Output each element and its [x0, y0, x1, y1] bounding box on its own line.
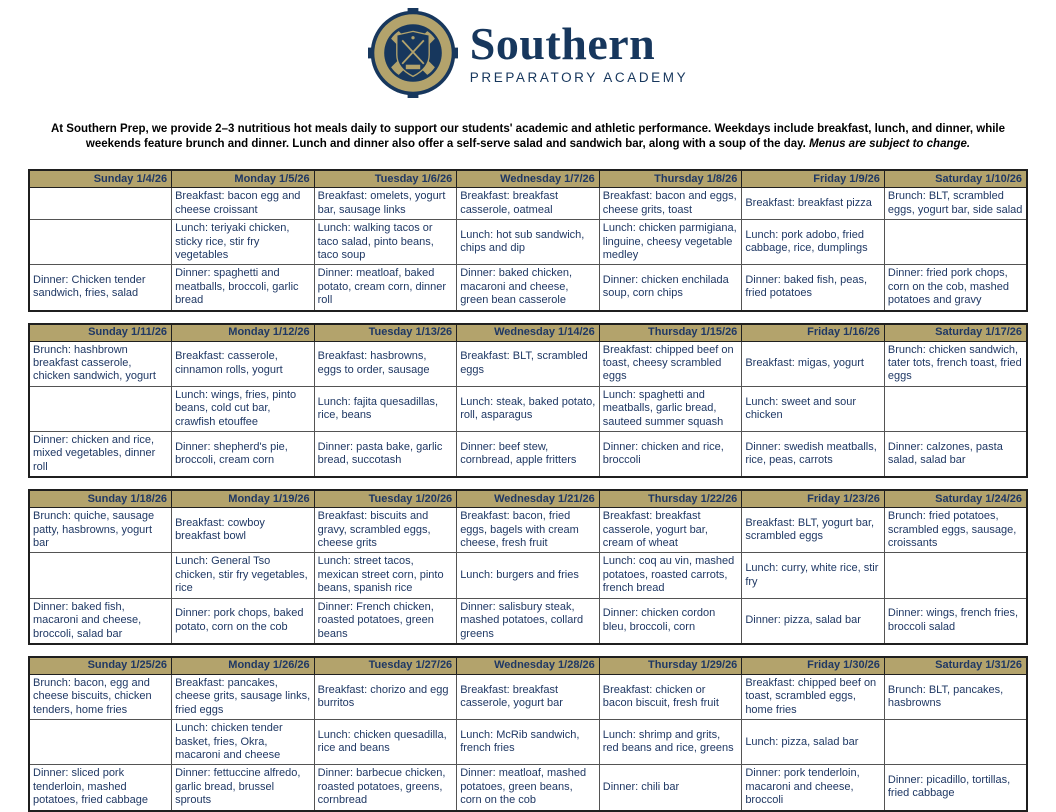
meal-cell: Lunch: wings, fries, pinto beans, cold cut bar, crawfish etouffee — [172, 386, 315, 431]
meal-cell: Dinner: pork chops, baked potato, corn on the cob — [172, 598, 315, 644]
school-crest-icon — [368, 8, 458, 98]
meal-cell: Brunch: BLT, pancakes, hasbrowns — [884, 674, 1027, 719]
meal-cell: Breakfast: BLT, yogurt bar, scrambled eggs — [742, 508, 885, 553]
day-header: Friday 1/16/26 — [742, 324, 885, 342]
meal-cell — [884, 720, 1027, 765]
meal-cell: Dinner: beef stew, cornbread, apple fritters — [457, 432, 600, 478]
menu-week-table — [28, 323, 1028, 479]
meal-cell: Breakfast: chipped beef on toast, scrambled eggs, home fries — [742, 674, 885, 719]
meal-cell: Dinner: chicken enchilada soup, corn chips — [599, 265, 742, 311]
meal-cell: Lunch: McRib sandwich, french fries — [457, 720, 600, 765]
meal-cell: Dinner: baked fish, peas, fried potatoes — [742, 265, 885, 311]
day-header: Wednesday 1/28/26 — [457, 657, 600, 675]
meal-cell: Breakfast: chorizo and egg burritos — [314, 674, 457, 719]
day-header: Sunday 1/18/26 — [29, 490, 172, 508]
meal-cell: Lunch: street tacos, mexican street corn, pinto beans, spanish rice — [314, 553, 457, 598]
meal-cell: Lunch: fajita quesadillas, rice, beans — [314, 386, 457, 431]
day-header: Sunday 1/11/26 — [29, 324, 172, 342]
day-header: Monday 1/12/26 — [172, 324, 315, 342]
meal-cell: Dinner: picadillo, tortillas, fried cabbage — [884, 765, 1027, 811]
meal-cell: Lunch: General Tso chicken, stir fry vegetables, rice — [172, 553, 315, 598]
day-header: Saturday 1/17/26 — [884, 324, 1027, 342]
day-header: Tuesday 1/20/26 — [314, 490, 457, 508]
day-header: Saturday 1/31/26 — [884, 657, 1027, 675]
meal-cell: Dinner: spaghetti and meatballs, broccoli, garlic bread — [172, 265, 315, 311]
meal-cell: Dinner: barbecue chicken, roasted potatoes, greens, cornbread — [314, 765, 457, 811]
meal-cell: Dinner: calzones, pasta salad, salad bar — [884, 432, 1027, 478]
meal-cell: Dinner: wings, french fries, broccoli salad — [884, 598, 1027, 644]
meal-cell: Breakfast: casserole, cinnamon rolls, yogurt — [172, 341, 315, 386]
meal-cell: Brunch: bacon, egg and cheese biscuits, chicken tenders, home fries — [29, 674, 172, 719]
meal-cell: Breakfast: pancakes, cheese grits, sausage links, fried eggs — [172, 674, 315, 719]
school-subtitle: PREPARATORY ACADEMY — [469, 70, 689, 85]
meal-cell: Lunch: pork adobo, fried cabbage, rice, dumplings — [742, 220, 885, 265]
wordmark — [469, 18, 689, 85]
meal-cell: Breakfast: bacon egg and cheese croissant — [172, 188, 315, 220]
meal-cell: Breakfast: chipped beef on toast, cheesy scrambled eggs — [599, 341, 742, 386]
meal-cell: Dinner: Chicken tender sandwich, fries, salad — [29, 265, 172, 311]
menu-tables — [28, 169, 1028, 811]
meal-cell: Dinner: fried pork chops, corn on the cob, mashed potatoes and gravy — [884, 265, 1027, 311]
meal-cell: Lunch: curry, white rice, stir fry — [742, 553, 885, 598]
meal-cell — [884, 553, 1027, 598]
meal-cell: Lunch: walking tacos or taco salad, pinto beans, taco soup — [314, 220, 457, 265]
meal-cell: Brunch: chicken sandwich, tater tots, french toast, fried eggs — [884, 341, 1027, 386]
day-header: Friday 1/23/26 — [742, 490, 885, 508]
meal-cell: Lunch: coq au vin, mashed potatoes, roasted carrots, french bread — [599, 553, 742, 598]
day-header: Tuesday 1/27/26 — [314, 657, 457, 675]
meal-cell: Dinner: pasta bake, garlic bread, succotash — [314, 432, 457, 478]
school-name: Southern — [469, 18, 656, 69]
meal-cell — [29, 188, 172, 220]
day-header: Saturday 1/24/26 — [884, 490, 1027, 508]
day-header: Thursday 1/29/26 — [599, 657, 742, 675]
day-header: Friday 1/9/26 — [742, 170, 885, 188]
meal-cell: Lunch: chicken parmigiana, linguine, cheesy vegetable medley — [599, 220, 742, 265]
meal-cell: Brunch: quiche, sausage patty, hasbrowns, yogurt bar — [29, 508, 172, 553]
day-header: Friday 1/30/26 — [742, 657, 885, 675]
meal-cell: Brunch: fried potatoes, scrambled eggs, sausage, croissants — [884, 508, 1027, 553]
meal-cell: Breakfast: hasbrowns, eggs to order, sausage — [314, 341, 457, 386]
day-header: Thursday 1/15/26 — [599, 324, 742, 342]
day-header: Sunday 1/4/26 — [29, 170, 172, 188]
day-header: Wednesday 1/7/26 — [457, 170, 600, 188]
meal-cell: Lunch: spaghetti and meatballs, garlic bread, sauteed summer squash — [599, 386, 742, 431]
day-header: Saturday 1/10/26 — [884, 170, 1027, 188]
meal-cell: Breakfast: biscuits and gravy, scrambled eggs, cheese grits — [314, 508, 457, 553]
meal-cell: Dinner: fettuccine alfredo, garlic bread, brussel sprouts — [172, 765, 315, 811]
meal-cell — [29, 220, 172, 265]
day-header: Thursday 1/8/26 — [599, 170, 742, 188]
meal-cell — [884, 386, 1027, 431]
meal-cell: Dinner: pizza, salad bar — [742, 598, 885, 644]
meal-cell: Breakfast: bacon and eggs, cheese grits, toast — [599, 188, 742, 220]
meal-cell: Dinner: pork tenderloin, macaroni and cheese, broccoli — [742, 765, 885, 811]
meal-cell: Dinner: chicken cordon bleu, broccoli, corn — [599, 598, 742, 644]
meal-cell: Dinner: salisbury steak, mashed potatoes, collard greens — [457, 598, 600, 644]
meal-cell: Dinner: baked fish, macaroni and cheese, broccoli, salad bar — [29, 598, 172, 644]
day-header: Thursday 1/22/26 — [599, 490, 742, 508]
meal-cell: Lunch: chicken tender basket, fries, Okra, macaroni and cheese — [172, 720, 315, 765]
day-header: Monday 1/19/26 — [172, 490, 315, 508]
meal-cell: Dinner: shepherd's pie, broccoli, cream corn — [172, 432, 315, 478]
meal-cell: Dinner: chicken and rice, mixed vegetables, dinner roll — [29, 432, 172, 478]
meal-cell — [29, 720, 172, 765]
meal-cell: Breakfast: breakfast casserole, yogurt bar — [457, 674, 600, 719]
meal-cell — [884, 220, 1027, 265]
day-header: Wednesday 1/14/26 — [457, 324, 600, 342]
meal-cell: Brunch: hashbrown breakfast casserole, chicken sandwich, yogurt — [29, 341, 172, 386]
meal-cell: Breakfast: migas, yogurt — [742, 341, 885, 386]
intro-italic-note: Menus are subject to change. — [809, 138, 971, 151]
day-header: Tuesday 1/6/26 — [314, 170, 457, 188]
meal-cell: Brunch: BLT, scrambled eggs, yogurt bar, side salad — [884, 188, 1027, 220]
meal-cell: Dinner: baked chicken, macaroni and cheese, green bean casserole — [457, 265, 600, 311]
day-header: Wednesday 1/21/26 — [457, 490, 600, 508]
meal-cell: Lunch: steak, baked potato, roll, asparagus — [457, 386, 600, 431]
meal-cell: Lunch: shrimp and grits, red beans and rice, greens — [599, 720, 742, 765]
meal-cell: Breakfast: cowboy breakfast bowl — [172, 508, 315, 553]
meal-cell: Breakfast: chicken or bacon biscuit, fresh fruit — [599, 674, 742, 719]
meal-cell: Breakfast: BLT, scrambled eggs — [457, 341, 600, 386]
day-header: Monday 1/26/26 — [172, 657, 315, 675]
meal-cell: Lunch: sweet and sour chicken — [742, 386, 885, 431]
day-header: Monday 1/5/26 — [172, 170, 315, 188]
day-header: Sunday 1/25/26 — [29, 657, 172, 675]
menu-week-table — [28, 656, 1028, 812]
meal-cell: Dinner: French chicken, roasted potatoes, green beans — [314, 598, 457, 644]
meal-cell: Breakfast: omelets, yogurt bar, sausage links — [314, 188, 457, 220]
meal-cell — [29, 386, 172, 431]
meal-cell: Dinner: swedish meatballs, rice, peas, carrots — [742, 432, 885, 478]
meal-cell: Lunch: chicken quesadilla, rice and beans — [314, 720, 457, 765]
meal-cell — [29, 553, 172, 598]
day-header: Tuesday 1/13/26 — [314, 324, 457, 342]
meal-cell: Dinner: meatloaf, baked potato, cream corn, dinner roll — [314, 265, 457, 311]
meal-cell: Breakfast: bacon, fried eggs, bagels with cream cheese, fresh fruit — [457, 508, 600, 553]
meal-cell: Dinner: chili bar — [599, 765, 742, 811]
meal-cell: Breakfast: breakfast casserole, oatmeal — [457, 188, 600, 220]
meal-cell: Dinner: sliced pork tenderloin, mashed potatoes, fried cabbage — [29, 765, 172, 811]
meal-cell: Dinner: chicken and rice, broccoli — [599, 432, 742, 478]
meal-cell: Dinner: meatloaf, mashed potatoes, green beans, corn on the cob — [457, 765, 600, 811]
intro-text: At Southern Prep, we provide 2–3 nutritious hot meals daily to support our students' academic and athletic performance. Weekdays include breakfast, lunch, and dinner, while weekends feature brunch and dinner. Lunch and dinner also offer a self-serve salad and sandwich bar, along with a soup of the day. — [50, 123, 1006, 151]
meal-cell: Lunch: hot sub sandwich, chips and dip — [457, 220, 600, 265]
menu-week-table — [28, 489, 1028, 645]
menu-week-table — [28, 169, 1028, 311]
intro-paragraph — [22, 122, 1034, 152]
meal-cell: Breakfast: breakfast casserole, yogurt bar, cream of wheat — [599, 508, 742, 553]
logo — [0, 0, 1056, 98]
meal-cell: Lunch: pizza, salad bar — [742, 720, 885, 765]
meal-cell: Breakfast: breakfast pizza — [742, 188, 885, 220]
meal-cell: Lunch: teriyaki chicken, sticky rice, stir fry vegetables — [172, 220, 315, 265]
meal-cell: Lunch: burgers and fries — [457, 553, 600, 598]
